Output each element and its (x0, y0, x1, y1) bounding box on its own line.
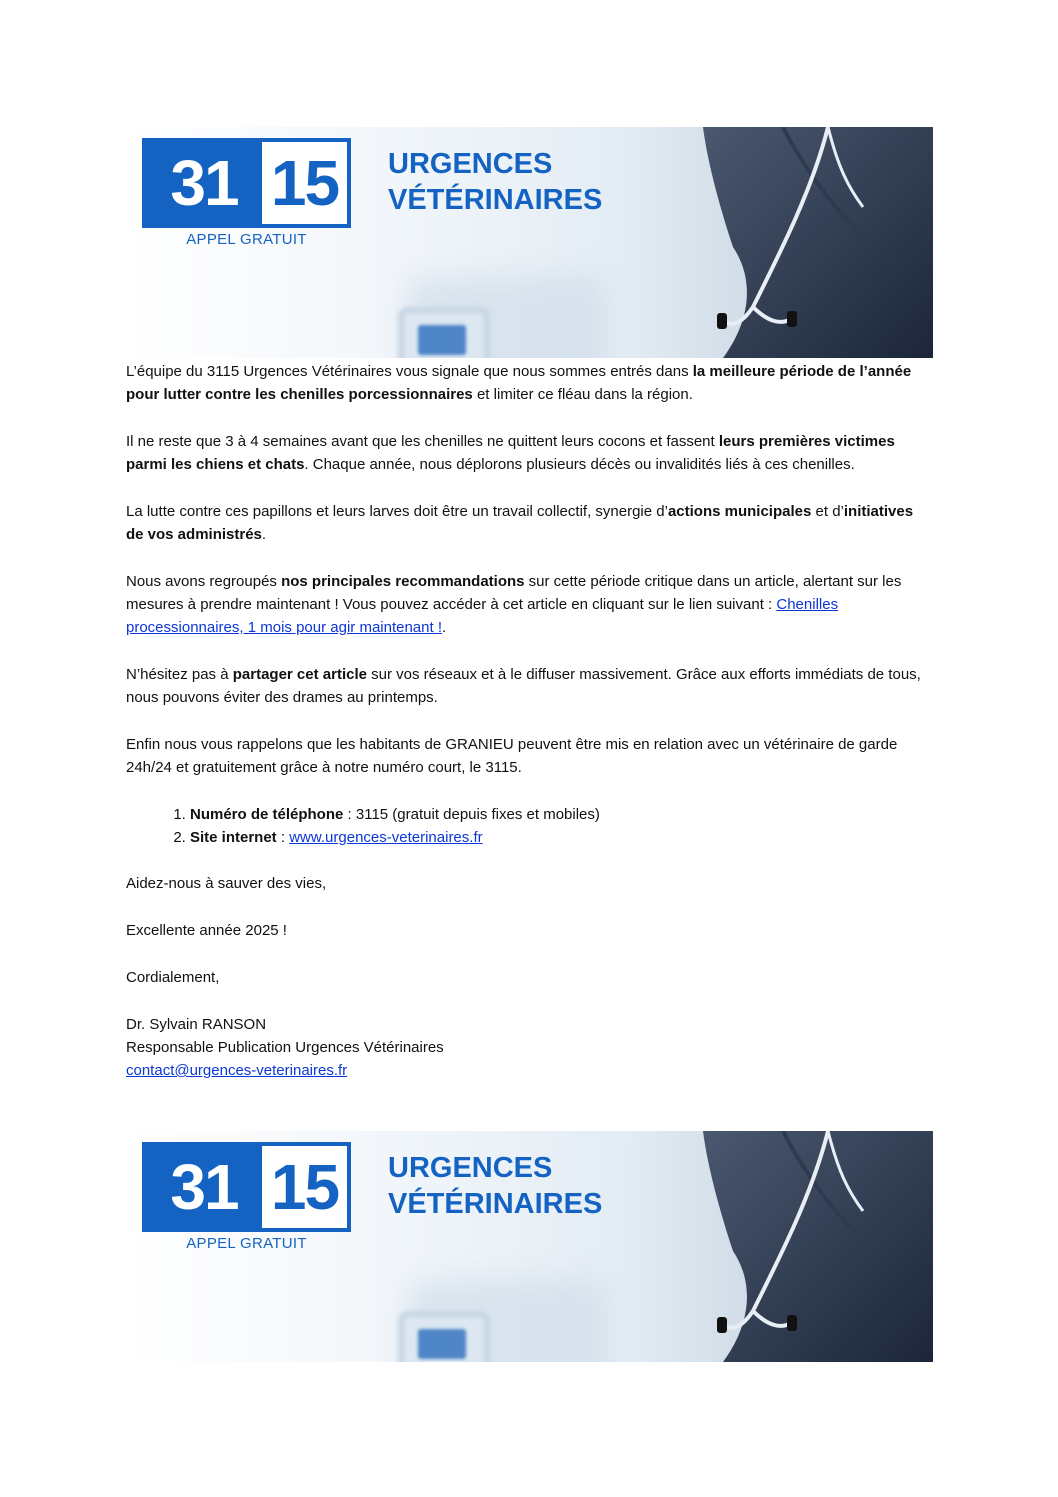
paragraph-reminder: Enfin nous vous rappelons que les habitants de GRANIEU peuvent être mis en relation avec un vétérinaire de garde 24h/24 et gratuitement grâce à notre numéro court, le 3115. (126, 736, 898, 776)
signature (126, 1013, 921, 1082)
banner-title: URGENCES VÉTÉRINAIRES (388, 1152, 603, 1220)
signature-name: Dr. Sylvain RANSON (126, 1016, 267, 1033)
header-banner (126, 127, 933, 358)
vet-stethoscope-photo (633, 127, 933, 358)
signature-role: Responsable Publication Urgences Vétérinaires (126, 1039, 444, 1056)
logo-subtitle: APPEL GRATUIT (186, 1235, 307, 1252)
paragraph-share: N’hésitez pas à partager cet article sur vos réseaux et à le diffuser massivement. Grâce aux efforts immédiats de tous, nous pouvons éviter des drames au printemps. (126, 666, 921, 706)
list-item-website: 2. Site internet : www.urgences-veterinaires.fr (190, 826, 921, 849)
contact-list (126, 803, 921, 849)
paragraph-timing: Il ne reste que 3 à 4 semaines avant que les chenilles ne quittent leurs cocons et fassent leurs premières victimes parmi les chiens et chats. Chaque année, nous déplorons plusieurs décès ou invalidités liés à ces chenilles. (126, 433, 895, 473)
footer-banner (126, 1131, 933, 1362)
letter-body (126, 360, 921, 1082)
logo-number-right: 15 (270, 1151, 339, 1223)
paragraph-recommendations: Nous avons regroupés nos principales recommandations sur cette période critique dans un article, alertant sur les mesures à prendre maintenant ! Vous pouvez accéder à cet article en cliquant sur le lien suivant : Chenilles processionnaires, 1 mois pour agir maintenant !. (126, 573, 902, 636)
logo-number-left: 31 (170, 1151, 238, 1223)
signature-email-link[interactable]: contact@urgences-veterinaires.fr (126, 1062, 348, 1079)
3115-logo (142, 138, 351, 228)
paragraph-collective: La lutte contre ces papillons et leurs larves doit être un travail collectif, synergie d’actions municipales et d’initiatives de vos administrés. (126, 503, 914, 543)
logo-subtitle: APPEL GRATUIT (186, 231, 307, 248)
list-item-phone: 1. Numéro de téléphone : 3115 (gratuit depuis fixes et mobiles) (190, 803, 921, 826)
paragraph-help: Aidez-nous à sauver des vies, (126, 875, 327, 892)
paragraph-intro: L’équipe du 3115 Urgences Vétérinaires vous signale que nous sommes entrés dans la meilleure période de l’année pour lutter contre les chenilles porcessionnaires et limiter ce fléau dans la région. (126, 363, 912, 403)
logo-number-left: 31 (170, 147, 238, 219)
banner-title: URGENCES VÉTÉRINAIRES (388, 148, 603, 216)
paragraph-wishes: Excellente année 2025 ! (126, 922, 287, 939)
website-link[interactable]: www.urgences-veterinaires.fr (289, 829, 483, 846)
article-link[interactable]: Chenilles processionnaires, 1 mois pour agir maintenant ! (126, 596, 839, 636)
paragraph-closing: Cordialement, (126, 969, 220, 986)
3115-logo (142, 1142, 351, 1232)
logo-number-right: 15 (270, 147, 339, 219)
vet-stethoscope-photo (633, 1131, 933, 1362)
